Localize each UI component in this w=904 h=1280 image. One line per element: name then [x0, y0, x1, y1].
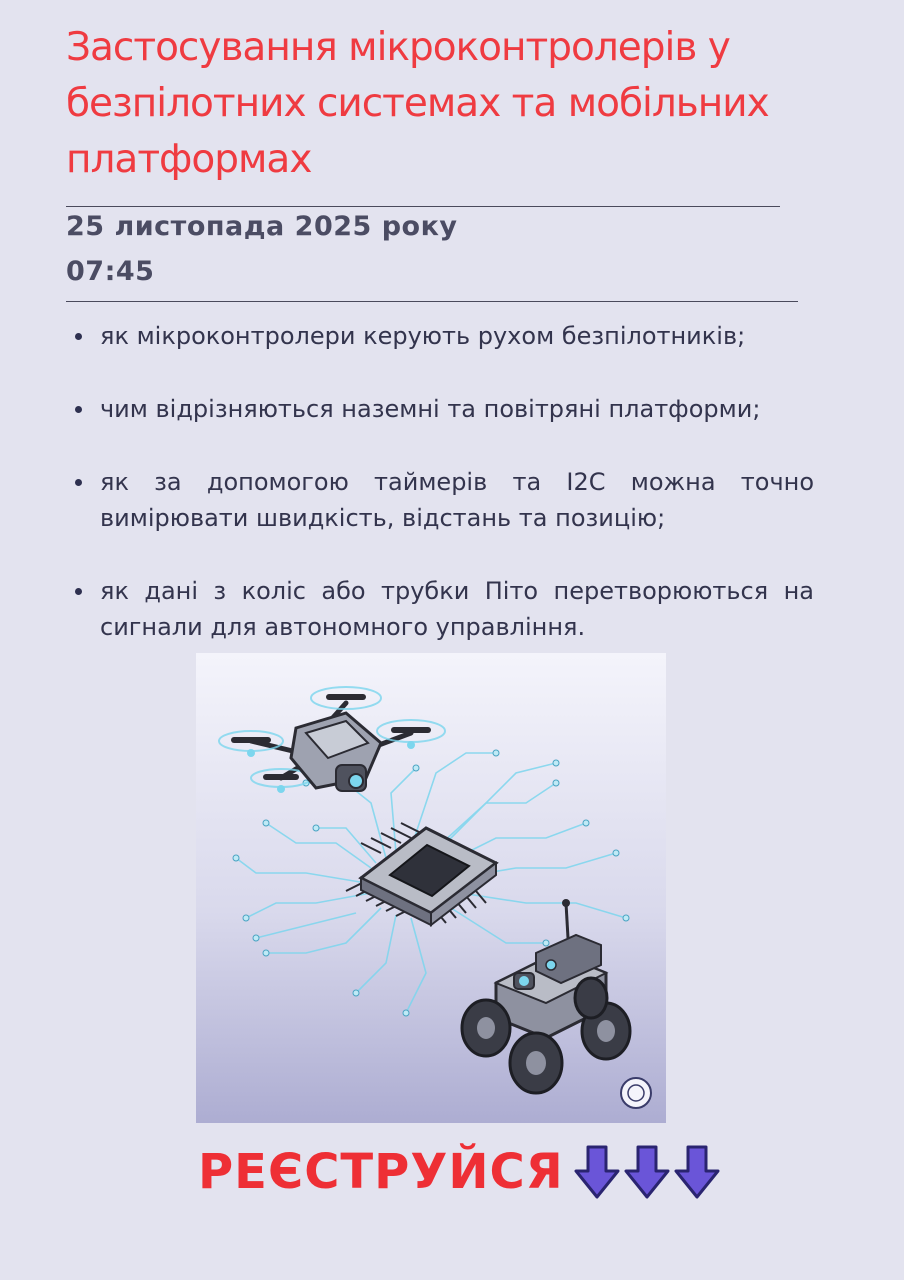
bullet-icon	[75, 588, 82, 595]
arrow-down-icon	[624, 1145, 670, 1199]
bullet-icon	[75, 406, 82, 413]
list-item	[70, 318, 814, 354]
arrow-group	[574, 1145, 720, 1199]
bullet-icon	[75, 333, 82, 340]
topic-text: як дані з коліс або трубки Піто перетворюються на сигнали для автономного управління.	[100, 577, 814, 641]
hero-illustration	[196, 653, 666, 1123]
topic-text: як мікроконтролери керують рухом безпілотників;	[100, 322, 746, 350]
meta-divider	[66, 301, 798, 302]
arrow-down-icon	[674, 1145, 720, 1199]
list-item	[70, 391, 814, 427]
event-date: 25 листопада 2025 року	[66, 211, 458, 242]
topic-text: чим відрізняються наземні та повітряні платформи;	[100, 395, 761, 423]
topic-text: як за допомогою таймерів та I2C можна точно вимірювати швидкість, відстань та позицію;	[100, 468, 814, 532]
topics-list	[70, 318, 814, 645]
arrow-down-icon	[574, 1145, 620, 1199]
list-item	[70, 464, 814, 536]
list-item	[70, 573, 814, 645]
badge-logo-icon	[621, 1078, 651, 1108]
ground-robot-icon	[462, 899, 630, 1093]
bullet-icon	[75, 479, 82, 486]
drone-icon	[219, 687, 445, 793]
register-button[interactable]	[198, 1140, 720, 1204]
microchip-icon	[346, 823, 496, 925]
page-title: Застосування мікроконтролерів у безпілотних системах та мобільних платформах	[66, 25, 769, 182]
register-label: РЕЄСТРУЙСЯ	[198, 1144, 564, 1200]
event-time: 07:45	[66, 256, 155, 287]
title-divider	[66, 206, 780, 207]
